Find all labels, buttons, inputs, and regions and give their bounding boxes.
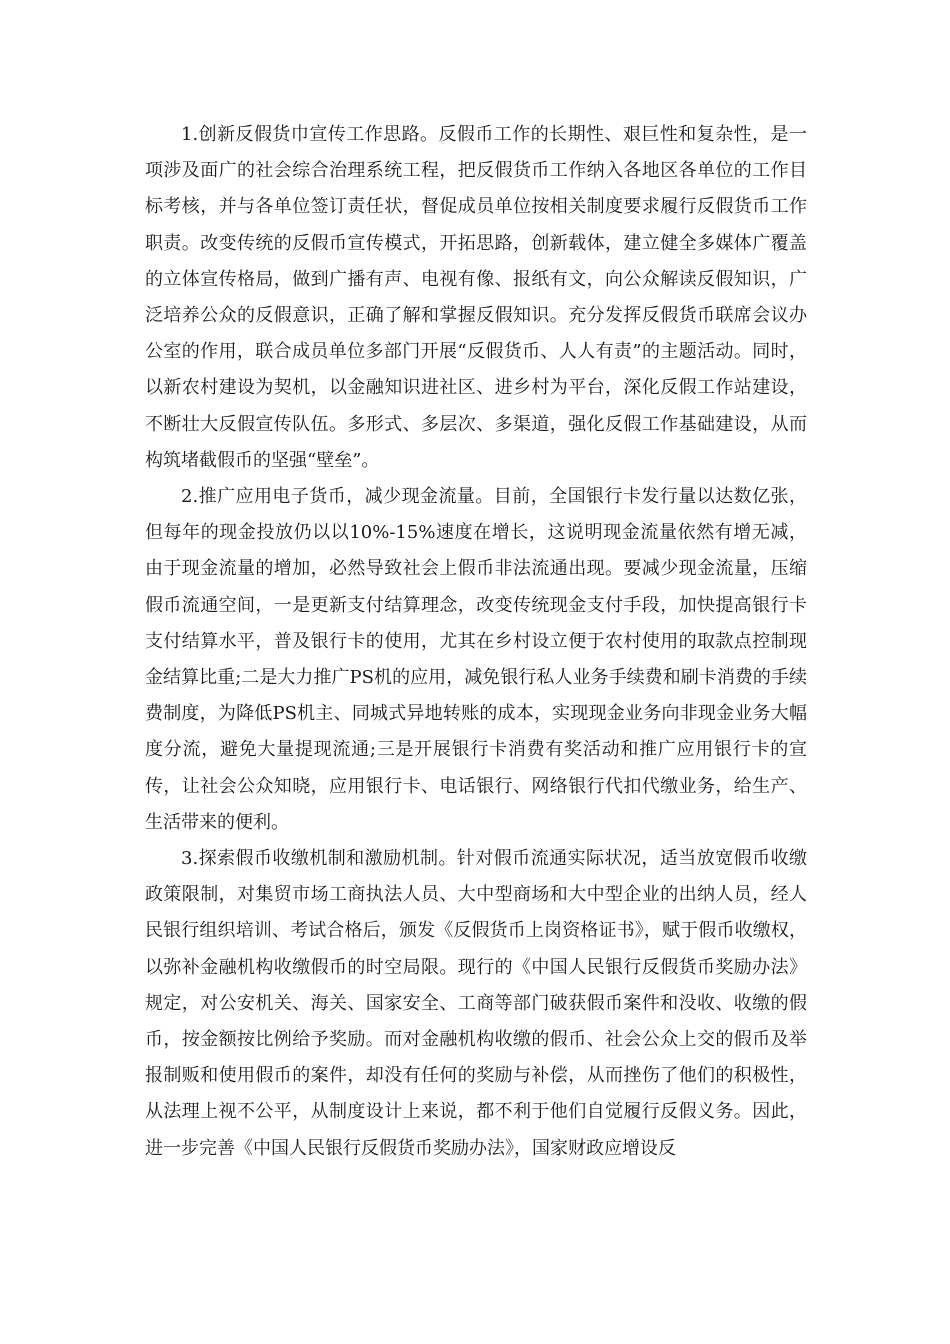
document-body (145, 117, 807, 1167)
paragraph-counterfeit-publicity: 1.创新反假货巾宣传工作思路。反假币工作的长期性、艰巨性和复杂性，是一项涉及面广的社会综合治理系统工程，把反假货币工作纳入各地区各单位的工作目标考核，并与各单位签订责任状，督促成员单位按相关制度要求履行反假货币工作职责。改变传统的反假币宣传模式，开拓思路，创新载体，建立健全多媒体广覆盖的立体宣传格局，做到广播有声、电视有像、报纸有文，向公众解读反假知识，广泛培养公众的反假意识，正确了解和掌握反假知识。充分发挥反假货币联席会议办公室的作用，联合成员单位多部门开展“反假货币、人人有责”的主题活动。同时，以新农村建设为契机，以金融知识进社区、进乡村为平台，深化反假工作站建设，不断壮大反假宣传队伍。多形式、多层次、多渠道，强化反假工作基础建设，从而构筑堵截假币的坚强“壁垒”。 (145, 124, 807, 471)
paragraph-electronic-currency: 2.推广应用电子货币，减少现金流量。目前，全国银行卡发行量以达数亿张，但每年的现金投放仍以以10%-15%速度在增长，这说明现金流量依然有增无减，由于现金流量的增加，必然导致社会上假币非法流通出现。要减少现金流量，压缩假币流通空间，一是更新支付结算理念，改变传统现金支付手段，加快提高银行卡支付结算水平，普及银行卡的使用，尤其在乡村设立便于农村使用的取款点控制现金结算比重;二是大力推广PS机的应用，减免银行私人业务手续费和刷卡消费的手续费制度，为降低PS机主、同城式异地转账的成本，实现现金业务向非现金业务大幅度分流，避免大量提现流通;三是开展银行卡消费有奖活动和推广应用银行卡的宣传，让社会公众知晓，应用银行卡、电话银行、网络银行代扣代缴业务，给生产、生活带来的便利。 (145, 486, 807, 833)
paragraph-collection-incentive: 3.探索假币收缴机制和激励机制。针对假币流通实际状况，适当放宽假币收缴政策限制，对集贸市场工商执法人员、大中型商场和大中型企业的出纳人员，经人民银行组织培训、考试合格后，颁发《反假货币上岗资格证书》，赋于假币收缴权，以弥补金融机构收缴假币的时空局限。现行的《中国人民银行反假货币奖励办法》规定，对公安机关、海关、国家安全、工商等部门破获假币案件和没收、收缴的假币，按金额按比例给予奖励。而对金融机构收缴的假币、社会公众上交的假币及举报制贩和使用假币的案件，却没有任何的奖励与补偿，从而挫伤了他们的积极性，从法理上视不公平，从制度设计上来说，都不利于他们自觉履行反假义务。因此，进一步完善《中国人民银行反假货币奖励办法》，国家财政应增设反 (145, 848, 807, 1159)
